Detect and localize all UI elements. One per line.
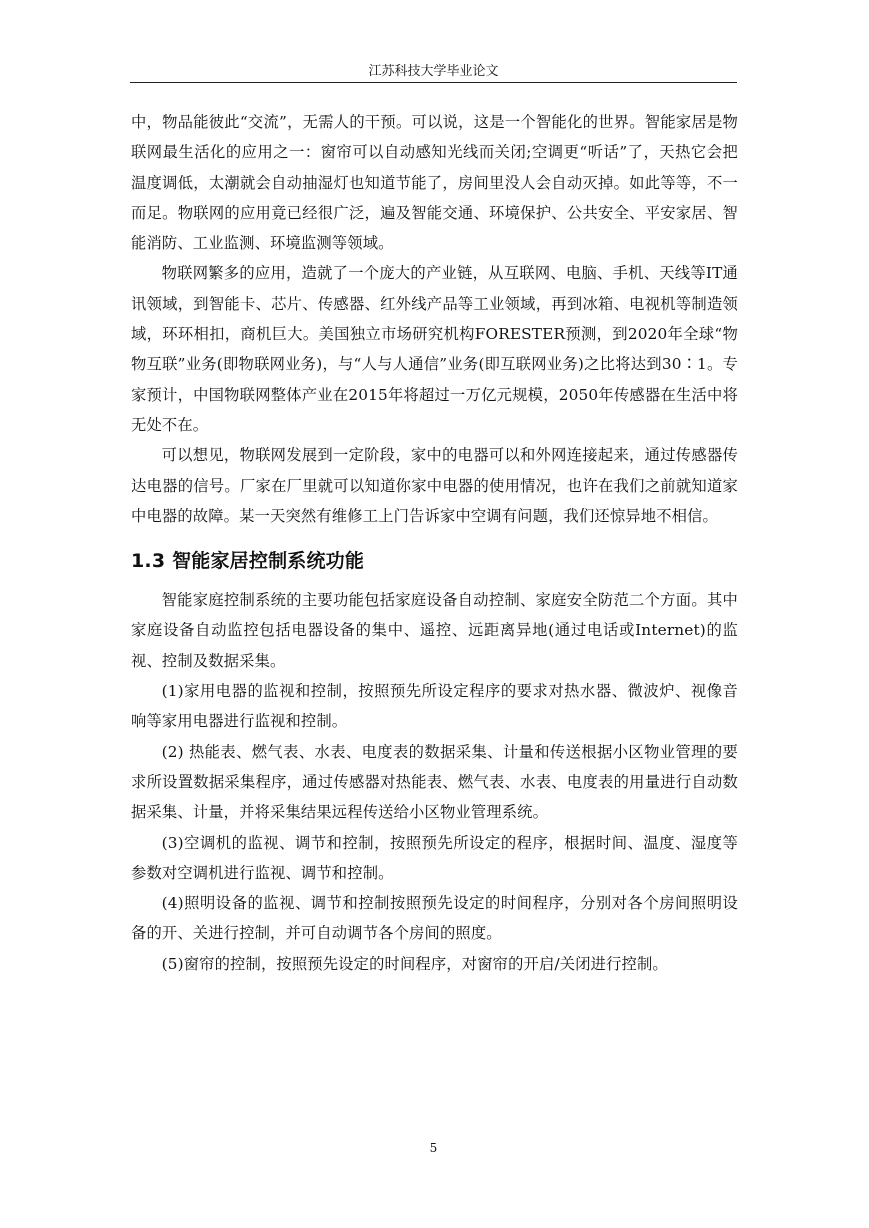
page-header-title: 江苏科技大学毕业论文 — [368, 64, 499, 79]
header-divider — [130, 82, 737, 83]
list-item-appliance-control: (1)家用电器的监视和控制，按照预先所设定程序的要求对热水器、微波炉、视像音响等家用电器进行监视和控制。 — [131, 682, 738, 731]
paragraph-industry-chain: 物联网繁多的应用，造就了一个庞大的产业链，从互联网、电脑、手机、天线等IT通讯领域，到智能卡、芯片、传感器、红外线产品等工业领域，再到冰箱、电视机等制造领域，环环相扣，商机巨大。美国独立市场研究机构FORESTER预测，到2020年全球“物物互联”业务(即物联网业务)，与“人与人通信”业务(即互联网业务)之比将达到30∶1。专家预计，中国物联网整体产业在2015年将超过一万亿元规模，2050年传感器在生活中将无处不在。 — [131, 264, 738, 434]
list-item-air-conditioner: (3)空调机的监视、调节和控制，按照预先所设定的程序，根据时间、温度、湿度等参数对空调机进行监视、调节和控制。 — [131, 833, 738, 882]
paragraph-system-intro: 智能家庭控制系统的主要功能包括家庭设备自动控制、家庭安全防范二个方面。其中家庭设备自动监控包括电器设备的集中、遥控、远距离异地(通过电话或Internet)的监视、控制及数据采集。 — [131, 591, 738, 670]
paragraph-future-appliances: 可以想见，物联网发展到一定阶段，家中的电器可以和外网连接起来，通过传感器传达电器的信号。厂家在厂里就可以知道你家中电器的使用情况，也许在我们之前就知道家中电器的故障。某一天突然有维修工上门告诉家中空调有问题，我们还惊异地不相信。 — [131, 446, 738, 525]
list-item-meter-reading: (2) 热能表、燃气表、水表、电度表的数据采集、计量和传送根据小区物业管理的要求所设置数据采集程序，通过传感器对热能表、燃气表、水表、电度表的用量进行自动数据采集、计量，并将采集结果远程传送给小区物业管理系统。 — [131, 742, 738, 822]
list-item-curtain: (5)窗帘的控制，按照预先设定的时间程序，对窗帘的开启/关闭进行控制。 — [161, 954, 668, 973]
list-item-lighting: (4)照明设备的监视、调节和控制按照预先设定的时间程序，分别对各个房间照明设备的开、关进行控制，并可自动调节各个房间的照度。 — [131, 894, 738, 943]
document-body — [131, 107, 738, 979]
paragraph-continuation: 中，物品能彼此“交流”，无需人的干预。可以说，这是一个智能化的世界。智能家居是物联网最生活化的应用之一：窗帘可以自动感知光线而关闭;空调更“听话”了，天热它会把温度调低，太潮就会自动抽湿灯也知道节能了，房间里没人会自动灭掉。如此等等，不一而足。物联网的应用竟已经很广泛，遍及智能交通、环境保护、公共安全、平安家居、智能消防、工业监测、环境监测等领域。 — [131, 113, 738, 253]
section-heading: 1.3 智能家居控制系统功能 — [131, 550, 365, 573]
page-number: 5 — [429, 1141, 438, 1155]
